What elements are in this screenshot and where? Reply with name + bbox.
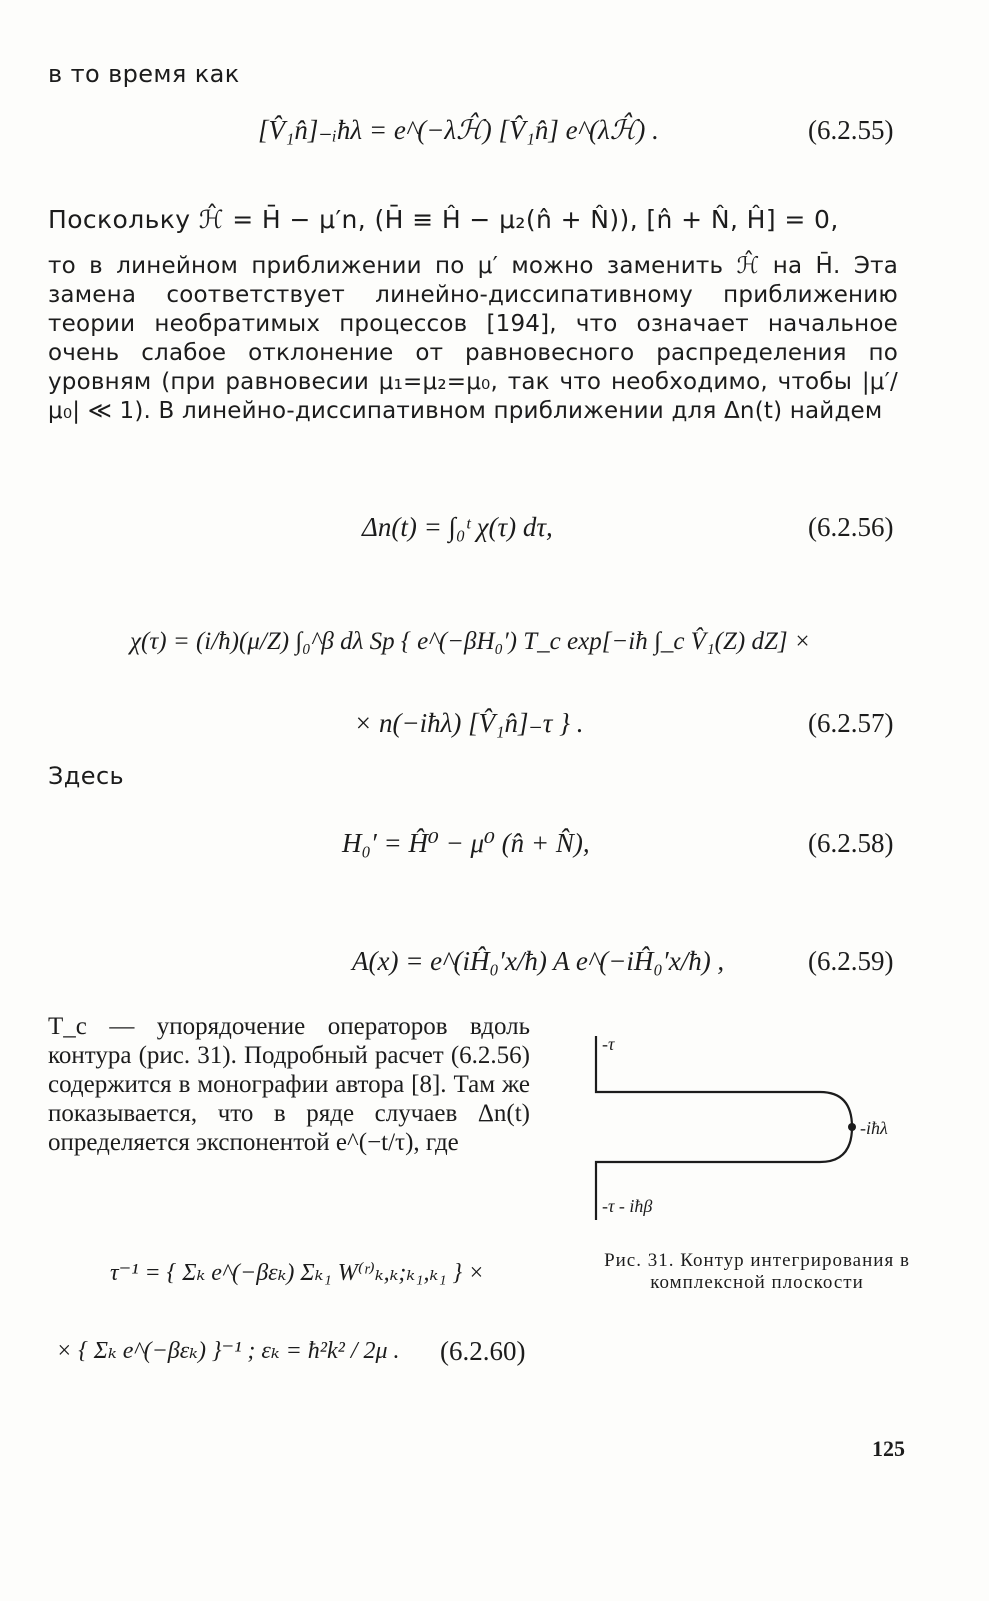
- label-minus-tau-minus-i-hbar-beta: -τ - iħβ: [602, 1196, 653, 1216]
- equation-6-2-57-line-1: χ(τ) = (i/ħ)(μ/Z) ∫₀^β dλ Sp { e^(−βH₀′) T_c exp[−iħ ∫_c V̂₁(Z) dZ] ×: [130, 628, 811, 655]
- page-number: 125: [872, 1436, 905, 1461]
- equation-6-2-60-line-2: × { Σₖ e^(−βεₖ) }⁻¹ ; εₖ = ħ²k² / 2μ .: [56, 1338, 400, 1364]
- equation-6-2-60-line-1: τ⁻¹ = { Σₖ e^(−βεₖ) Σₖ₁ W⁽ʳ⁾ₖ,ₖ;ₖ₁,ₖ₁ } ×: [110, 1260, 485, 1286]
- equation-6-2-56: Δn(t) = ∫₀ᵗ χ(τ) dτ,: [362, 512, 553, 542]
- equation-number-6-2-60: (6.2.60): [440, 1336, 526, 1366]
- equation-number-6-2-57: (6.2.57): [808, 708, 894, 738]
- here-label: Здесь: [48, 762, 125, 790]
- figure-caption: Рис. 31. Контур интегрирования в комплексной плоскости: [604, 1250, 910, 1293]
- label-minus-tau: -τ: [602, 1034, 615, 1054]
- contour-point: [848, 1123, 856, 1131]
- equation-number-6-2-58: (6.2.58): [808, 828, 894, 858]
- equation-number-6-2-55: (6.2.55): [808, 115, 894, 145]
- equation-number-6-2-56: (6.2.56): [808, 512, 894, 542]
- equation-6-2-59: A(x) = e^(iĤ₀′x/ħ) A e^(−iĤ₀′x/ħ) ,: [352, 946, 725, 976]
- equation-6-2-55: [V̂₁n̂]₋ᵢħλ = e^(−λℋ̂) [V̂₁n̂] e^(λℋ̂) .: [258, 115, 659, 145]
- equation-6-2-58: H₀′ = Ĥ⁰ − μ⁰ (n̂ + N̂),: [342, 828, 590, 858]
- equation-number-6-2-59: (6.2.59): [808, 946, 894, 976]
- contour-figure: [580, 1020, 920, 1240]
- paragraph-1-body: то в линейном приближении по μ′ можно заменить ℋ̂ на H̄. Эта замена соответствует линейно-диссипативному приближению теории необратимых процессов [194], что означает начальное очень слабое отклонение от равновесного распределения по уровням (при равновесии μ₁=μ₂=μ₀, так что необходимо, чтобы |μ′/μ₀| ≪ 1). В линейно-диссипативном приближении для Δn(t) найдем: [48, 253, 898, 424]
- paragraph-1-first-line: Поскольку ℋ̂ = H̄ − μ′n, (H̄ ≡ Ĥ − μ₂(n̂ + N̂)), [n̂ + N̂, Ĥ] = 0,: [48, 205, 839, 234]
- equation-6-2-57-line-2: × n(−iħλ) [V̂₁n̂]₋τ } .: [354, 708, 584, 738]
- intro-line: в то время как: [48, 60, 240, 88]
- column-text: T_c — упорядочение операторов вдоль контура (рис. 31). Подробный расчет (6.2.56) содержится в монографии автора [8]. Там же показывается, что в ряде случаев Δn(t) определяется экспонентой e^(−t/τ), где: [48, 1013, 530, 1156]
- contour-path: [596, 1036, 852, 1220]
- label-minus-i-hbar-lambda: -iħλ: [860, 1118, 888, 1138]
